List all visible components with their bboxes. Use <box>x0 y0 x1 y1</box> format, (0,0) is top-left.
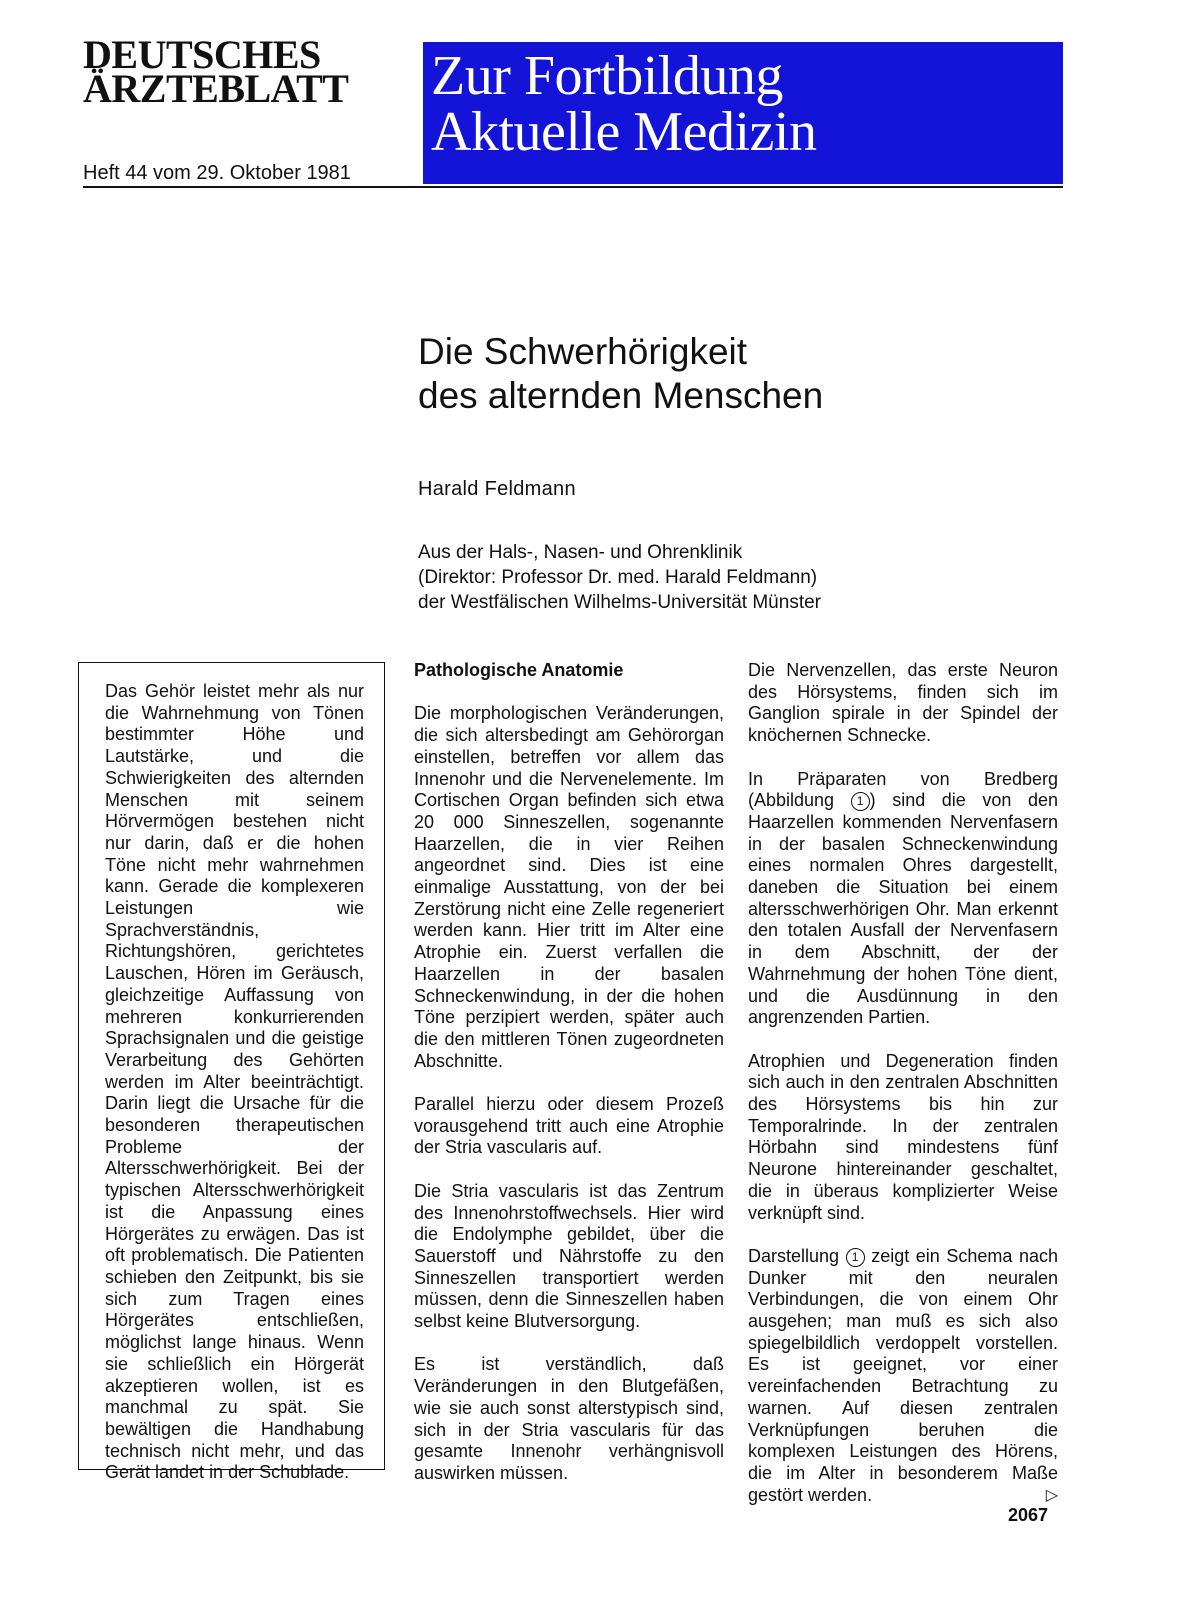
paragraph: Die Nervenzellen, das erste Neuron des Hörsystems, finden sich im Ganglion spirale in der Spindel der knöchernen Schnecke. <box>748 660 1058 746</box>
journal-name-line1: DEUTSCHES <box>83 32 321 77</box>
paragraph: Die Stria vascularis ist das Zentrum des Innenohrstoffwechsels. Hier wird die Endolymphe gebildet, über die Sauerstoff und Nährstoffe zu den Sinneszellen transportiert werden müssen, denn die Sinneszellen haben selbst keine Blutversorgung. <box>414 1180 724 1332</box>
banner-line2: Aktuelle Medizin <box>431 101 817 163</box>
author-affiliation <box>418 540 821 615</box>
issue-info: Heft 44 vom 29. Oktober 1981 <box>83 162 351 184</box>
title-line2: des alternden Menschen <box>418 375 824 416</box>
page-number: 2067 <box>1008 1505 1049 1525</box>
title-line1: Die Schwerhörigkeit <box>418 331 748 372</box>
section-heading: Pathologische Anatomie <box>414 660 624 680</box>
abstract-text: Das Gehör leistet mehr als nur die Wahrnehmung von Tönen bestimmter Höhe und Lautstärke, und die Schwierigkeiten des alternden Menschen mit seinem Hörvermögen bestehen nicht nur darin, daß er die hohen Töne nicht mehr wahrnehmen kann. Gerade die komplexeren Leistungen wie Sprachverständnis, Richtungshören, gerichtetes Lauschen, Hören im Geräusch, gleichzeitige Auffassung von mehreren konkurrierenden Sprachsignalen und die geistige Verarbeitung des Gehörten werden im Alter beeinträchtigt. Darin liegt die Ursache für die besonderen therapeutischen Probleme der Altersschwerhörigkeit. Bei der typischen Altersschwerhörigkeit ist die Anpassung eines Hörgerätes zu erwägen. Das ist oft problematisch. Die Patienten schieben den Zeitpunkt, bis sie sich zum Tragen eines Hörgerätes entschließen, möglichst lange hinaus. Wenn sie schließlich ein Hörgerät akzeptieren wollen, ist es manchmal zu spät. Sie bewältigen die Handhabung technisch nicht mehr, und das Gerät landet in der Schublade. <box>105 681 364 1483</box>
banner-line1: Zur Fortbildung <box>431 45 783 107</box>
triangle-right-icon: ▷ <box>1045 1486 1058 1504</box>
article-title <box>418 330 823 418</box>
paragraph-text: ) sind die von den Haarzellen kommenden Nervenfasern in der basalen Schneckenwindung eines normalen Ohres dargestellt, daneben die Situation bei einem altersschwerhörigen Ohr. Man erkennt den totalen Ausfall der Nervenfasern in dem Abschnitt, der der Wahrnehmung der hohen Töne dient, und die Ausdünnung in den angrenzenden Partien. <box>748 790 1058 1028</box>
paragraph-text: In Präparaten von Bredberg (Abbildung <box>748 768 1058 811</box>
abstract-box <box>78 662 385 1483</box>
header-rule <box>83 186 1063 188</box>
affiliation-line1: Aus der Hals-, Nasen- und Ohrenklinik <box>418 542 743 563</box>
affiliation-line2: (Direktor: Professor Dr. med. Harald Feldmann) <box>418 567 818 588</box>
paragraph: Parallel hierzu oder diesem Prozeß vorausgehend tritt auch eine Atrophie der Stria vascularis auf. <box>414 1094 724 1158</box>
figure-ref-marker: 1 <box>846 1248 865 1267</box>
paragraph: Atrophien und Degeneration finden sich auch in den zentralen Abschnitten des Hörsystems bis hin zur Temporalrinde. In der zentralen Hörbahn sind mindestens fünf Neurone hintereinander geschaltet, die in überaus komplizierter Weise verknüpft sind. <box>748 1050 1058 1223</box>
body-column-1 <box>414 660 724 1506</box>
body-column-2 <box>748 660 1058 1528</box>
journal-masthead <box>83 32 413 111</box>
paragraph-text: zeigt ein Schema nach Dunker mit den neuralen Verbindungen, die von einem Ohr ausgehen; man muß es sich also spiegelbildlich verdoppelt vorstellen. Es ist geeignet, vor einer vereinfachenden Betrachtung zu warnen. Auf diesen zentralen Verknüpfungen beruhen die komplexen Leistungen des Hörens, die im Alter in besonderem Maße gestört werden. <box>748 1245 1058 1505</box>
paragraph: Die morphologischen Veränderungen, die sich altersbedingt am Gehörorgan einstellen, betreffen vor allem das Innenohr und die Nervenelemente. Im Cortischen Organ befinden sich etwa 20 000 Sinneszellen, sogenannte Haarzellen, die in vier Reihen angeordnet sind. Dies ist eine einmalige Ausstattung, von der bei Zerstörung nicht eine Zelle regeneriert werden kann. Hier tritt im Alter eine Atrophie ein. Zuerst verfallen die Haarzellen in der basalen Schneckenwindung, in der die hohen Töne perzipiert werden, später auch die den mittleren Tönen zugeordneten Abschnitte. <box>414 703 724 1071</box>
journal-name-line2: ÄRZTEBLATT <box>83 66 349 111</box>
affiliation-line3: der Westfälischen Wilhelms-Universität Münster <box>418 592 821 613</box>
paragraph-text: Darstellung <box>748 1245 846 1266</box>
section-banner <box>423 42 1063 184</box>
figure-ref-marker: 1 <box>851 792 870 811</box>
paragraph <box>748 1246 1058 1506</box>
article-author: Harald Feldmann <box>418 478 576 500</box>
paragraph <box>748 769 1058 1029</box>
paragraph: Es ist verständlich, daß Veränderungen in den Blutgefäßen, wie sie auch sonst alterstypisch sind, sich in der Stria vascularis für das gesamte Innenohr verhängnisvoll auswirken müssen. <box>414 1354 724 1483</box>
